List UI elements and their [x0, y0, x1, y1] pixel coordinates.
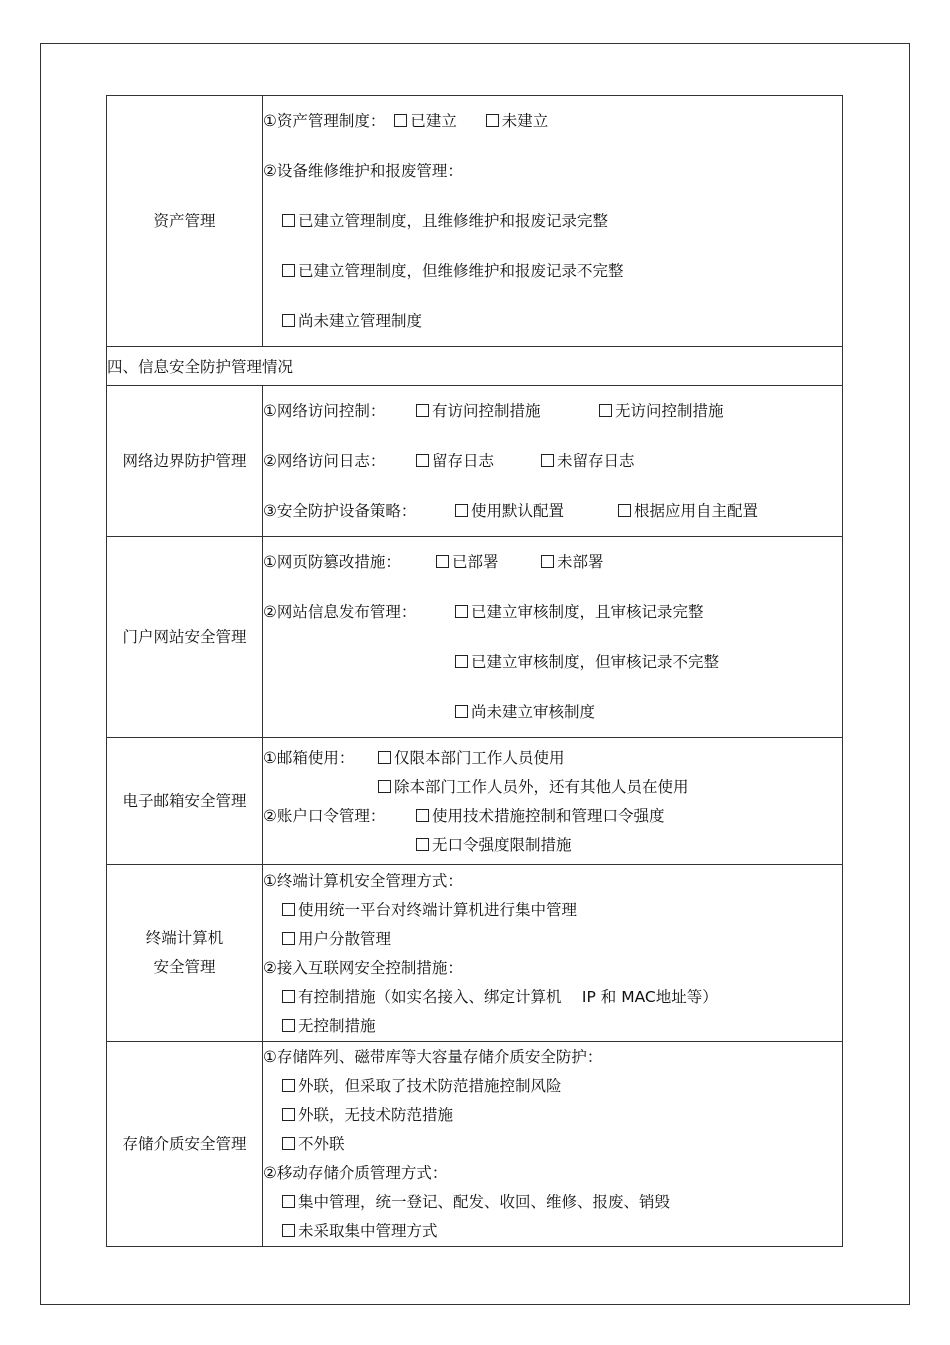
question-device-policy: ③安全防护设备策略： [263, 502, 417, 520]
option-custom-config[interactable]: 根据应用自主配置 [618, 486, 758, 536]
row-section-heading [107, 347, 843, 386]
checkbox-icon[interactable] [455, 504, 468, 517]
content-terminal-security [263, 865, 843, 1042]
checkbox-icon[interactable] [416, 454, 429, 467]
option-established[interactable]: 已建立 [394, 96, 457, 146]
option-not-external[interactable]: 不外联 [282, 1130, 345, 1159]
checkbox-icon[interactable] [282, 1079, 295, 1092]
option-staff-only[interactable]: 仅限本部门工作人员使用 [378, 744, 565, 773]
row-network-boundary [107, 386, 843, 537]
option-policy-incomplete[interactable]: 已建立管理制度，但维修维护和报废记录不完整 [282, 246, 624, 296]
checkbox-icon[interactable] [282, 1224, 295, 1237]
option-not-established[interactable]: 未建立 [486, 96, 549, 146]
question-network-access-control: ①网络访问控制： [263, 402, 386, 420]
row-email-security [107, 738, 843, 865]
checkbox-icon[interactable] [282, 314, 295, 327]
checkbox-icon[interactable] [378, 751, 391, 764]
question-anti-tamper: ①网页防篡改措施： [263, 553, 401, 571]
option-review-incomplete[interactable]: 已建立审核制度，但审核记录不完整 [455, 637, 719, 687]
option-no-review[interactable]: 尚未建立审核制度 [455, 687, 595, 737]
checkbox-icon[interactable] [416, 809, 429, 822]
checkbox-icon[interactable] [455, 605, 468, 618]
content-asset-management [263, 96, 843, 347]
checkbox-icon[interactable] [282, 1137, 295, 1150]
option-no-access-control[interactable]: 无访问控制措施 [599, 386, 724, 436]
checkbox-icon[interactable] [282, 1019, 295, 1032]
question-asset-policy: ①资产管理制度： [263, 112, 386, 130]
option-user-distributed[interactable]: 用户分散管理 [282, 925, 391, 954]
question-equipment-maintenance: ②设备维修维护和报废管理： [263, 162, 463, 180]
option-has-access-control[interactable]: 有访问控制措施 [416, 386, 541, 436]
label-terminal-line2: 安全管理 [153, 958, 216, 976]
option-others-use[interactable]: 除本部门工作人员外，还有其他人员在使用 [378, 773, 689, 802]
option-not-deployed[interactable]: 未部署 [541, 537, 604, 587]
checkbox-icon[interactable] [282, 903, 295, 916]
option-policy-complete[interactable]: 已建立管理制度，且维修维护和报废记录完整 [282, 196, 608, 246]
label-terminal-security [107, 865, 263, 1042]
row-portal-website [107, 537, 843, 738]
checkbox-icon[interactable] [282, 932, 295, 945]
option-default-config[interactable]: 使用默认配置 [455, 486, 564, 536]
option-external-with-measures[interactable]: 外联，但采取了技术防范措施控制风险 [282, 1072, 562, 1101]
option-external-no-measures[interactable]: 外联，无技术防范措施 [282, 1101, 453, 1130]
checkbox-icon[interactable] [416, 404, 429, 417]
label-storage-security: 存储介质安全管理 [107, 1042, 263, 1247]
checkbox-icon[interactable] [541, 454, 554, 467]
content-storage-security [263, 1042, 843, 1247]
checkbox-icon[interactable] [282, 990, 295, 1003]
checkbox-icon[interactable] [416, 838, 429, 851]
survey-table [106, 95, 843, 1247]
checkbox-icon[interactable] [436, 555, 449, 568]
row-asset-management [107, 96, 843, 347]
row-terminal-security [107, 865, 843, 1042]
label-terminal-line1: 终端计算机 [145, 929, 224, 947]
content-email-security [263, 738, 843, 865]
option-has-control[interactable]: 有控制措施（如实名接入、绑定计算机 IP 和 MAC地址等） [282, 983, 718, 1012]
checkbox-icon[interactable] [455, 655, 468, 668]
content-portal-website [263, 537, 843, 738]
label-email-security: 电子邮箱安全管理 [107, 738, 263, 865]
checkbox-icon[interactable] [599, 404, 612, 417]
option-review-complete[interactable]: 已建立审核制度，且审核记录完整 [455, 587, 704, 637]
question-removable-media: ②移动存储介质管理方式： [263, 1164, 448, 1182]
checkbox-icon[interactable] [282, 214, 295, 227]
checkbox-icon[interactable] [455, 705, 468, 718]
question-mailbox-usage: ①邮箱使用： [263, 749, 355, 767]
content-network-boundary [263, 386, 843, 537]
label-portal-website: 门户网站安全管理 [107, 537, 263, 738]
checkbox-icon[interactable] [282, 1108, 295, 1121]
question-password-management: ②账户口令管理： [263, 807, 386, 825]
option-no-policy[interactable]: 尚未建立管理制度 [282, 296, 422, 346]
checkbox-icon[interactable] [282, 264, 295, 277]
checkbox-icon[interactable] [378, 780, 391, 793]
row-storage-security [107, 1042, 843, 1247]
checkbox-icon[interactable] [541, 555, 554, 568]
option-not-centralized[interactable]: 未采取集中管理方式 [282, 1217, 438, 1246]
checkbox-icon[interactable] [486, 114, 499, 127]
question-storage-protection: ①存储阵列、磁带库等大容量存储介质安全防护： [263, 1048, 603, 1066]
question-internet-access-control: ②接入互联网安全控制措施： [263, 959, 463, 977]
option-keep-log[interactable]: 留存日志 [416, 436, 494, 486]
option-deployed[interactable]: 已部署 [436, 537, 499, 587]
option-password-control[interactable]: 使用技术措施控制和管理口令强度 [416, 802, 665, 831]
question-publish-management: ②网站信息发布管理： [263, 603, 417, 621]
checkbox-icon[interactable] [618, 504, 631, 517]
option-centralized-media[interactable]: 集中管理，统一登记、配发、收回、维修、报废、销毁 [282, 1188, 670, 1217]
question-terminal-management: ①终端计算机安全管理方式： [263, 872, 463, 890]
option-no-log[interactable]: 未留存日志 [541, 436, 635, 486]
checkbox-icon[interactable] [394, 114, 407, 127]
option-no-control[interactable]: 无控制措施 [282, 1012, 376, 1041]
option-centralized-platform[interactable]: 使用统一平台对终端计算机进行集中管理 [282, 896, 577, 925]
label-network-boundary: 网络边界防护管理 [107, 386, 263, 537]
checkbox-icon[interactable] [282, 1195, 295, 1208]
section-title: 四、信息安全防护管理情况 [107, 347, 843, 386]
label-asset-management: 资产管理 [107, 96, 263, 347]
option-no-password-limit[interactable]: 无口令强度限制措施 [416, 831, 572, 860]
question-network-access-log: ②网络访问日志： [263, 452, 386, 470]
